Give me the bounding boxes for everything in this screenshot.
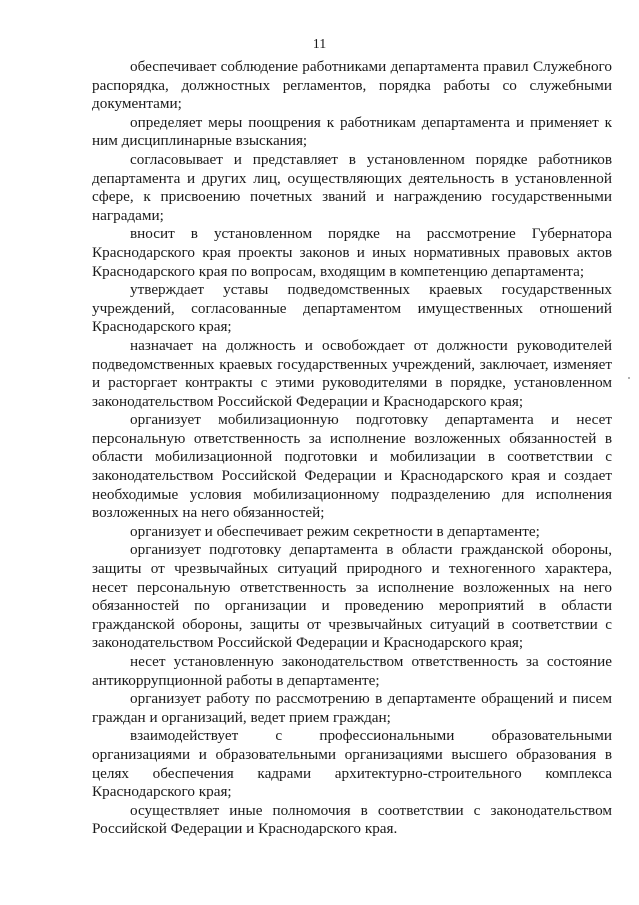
paragraph: организует работу по рассмотрению в департаменте обращений и писем граждан и организаций, ведет прием граждан;	[92, 690, 612, 726]
paragraph: организует подготовку департамента в области гражданской обороны, защиты от чрезвычайных ситуаций природного и техногенного характера, несет персональную ответственность за исполнение возложенных на него обязанностей по организации и проведению мероприятий в области гражданской обороны, защиты от чрезвычайных ситуаций в соответствии с законодательством Российской Федерации и Краснодарского края;	[92, 541, 612, 652]
document-body	[92, 58, 612, 839]
paragraph: определяет меры поощрения к работникам департамента и применяет к ним дисциплинарные взыскания;	[92, 113, 612, 150]
paragraph: осуществляет иные полномочия в соответствии с законодательством Российской Федерации и Краснодарского края.	[92, 801, 612, 838]
paragraph: утверждает уставы подведомственных краевых государственных учреждений, согласованные департаментом имущественных отношений Краснодарского края;	[92, 281, 612, 336]
paragraph: согласовывает и представляет в установленном порядке работников департамента и других лиц, осуществляющих деятельность в установленной сфере, к присвоению почетных званий и награждению государственными наградами;	[92, 150, 612, 224]
paragraph: вносит в установленном порядке на рассмотрение Губернатора Краснодарского края проекты законов и иных нормативных правовых актов Краснодарского края по вопросам, входящим в компетенцию департамента;	[92, 225, 612, 280]
paragraph: назначает на должность и освобождает от должности руководителей подведомственных краевых государственных учреждений, заключает, изменяет и расторгает контракты с этими руководителями в порядке, установленном законодательством Российской Федерации и Краснодарского края;	[92, 336, 612, 410]
paragraph: обеспечивает соблюдение работниками департамента правил Служебного распорядка, должностных регламентов, порядка работы со служебными документами;	[92, 58, 612, 113]
paragraph: несет установленную законодательством ответственность за состояние антикоррупционной работы в департаменте;	[92, 653, 612, 689]
page-number: 11	[312, 37, 327, 52]
scan-speck	[628, 377, 630, 379]
paragraph: взаимодействует с профессиональными образовательными организациями и образовательными организациями высшего образования в целях обеспечения кадрами архитектурно-строительного комплекса Краснодарского края;	[92, 727, 612, 801]
paragraph: организует мобилизационную подготовку департамента и несет персональную ответственность за исполнение возложенных обязанностей в области мобилизационной подготовки и мобилизации в соответствии с законодательством Российской Федерации и Краснодарского края и создает необходимые условия мобилизационному подразделению для исполнения возложенных на него обязанностей;	[92, 411, 612, 522]
paragraph: организует и обеспечивает режим секретности в департаменте;	[130, 522, 540, 540]
